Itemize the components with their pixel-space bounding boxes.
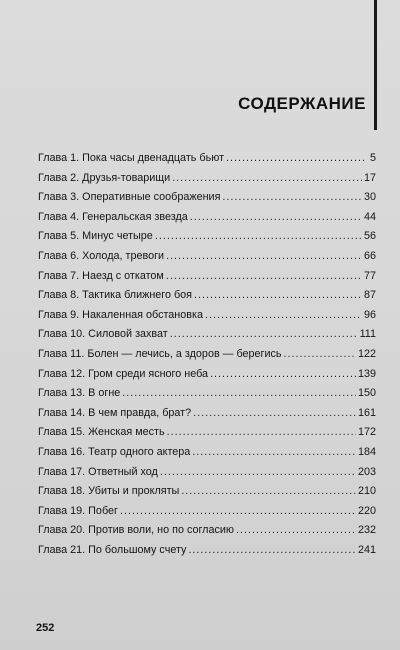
toc-leader-dots (236, 524, 356, 536)
toc-leader-dots (155, 230, 362, 242)
toc-entry-page: 56 (363, 230, 376, 243)
toc-entry-page: 203 (357, 465, 376, 478)
page-edge-bar (374, 0, 377, 130)
toc-entry-title: Глава 16. Театр одного актера (38, 445, 191, 458)
toc-entry (38, 328, 376, 348)
toc-entry-title: Глава 17. Ответный ход (38, 465, 158, 478)
toc-entry-title: Глава 19. Побег (38, 504, 118, 517)
toc-entry (38, 524, 376, 544)
toc-leader-dots (193, 407, 356, 419)
toc-entry (38, 309, 376, 329)
toc-entry (38, 211, 376, 231)
toc-leader-dots (120, 505, 356, 517)
toc-leader-dots (170, 328, 358, 340)
toc-entry (38, 191, 376, 211)
toc-entry-page: 139 (357, 367, 376, 380)
toc-entry-page: 111 (359, 328, 376, 341)
toc-entry (38, 152, 376, 172)
toc-entry-page: 66 (363, 249, 376, 262)
toc-entry-page: 30 (363, 191, 376, 204)
toc-entry-page: 5 (369, 152, 376, 164)
toc-entry-page: 210 (357, 485, 376, 498)
toc-leader-dots (205, 309, 362, 321)
toc-leader-dots (190, 211, 362, 223)
toc-entry (38, 485, 376, 505)
toc-entry (38, 289, 376, 309)
toc-entry-page: 232 (357, 524, 376, 537)
toc-leader-dots (166, 250, 362, 262)
toc-leader-dots (166, 270, 362, 282)
toc-entry-page: 96 (363, 308, 376, 321)
toc-entry-title: Глава 6. Холода, тревоги (38, 249, 165, 262)
toc-entry-title: Глава 10. Силовой захват (38, 328, 168, 341)
toc-entry-title: Глава 1. Пока часы двенадцать бьют (38, 152, 225, 164)
toc-leader-dots (222, 191, 362, 203)
toc-leader-dots (181, 485, 356, 497)
toc-entry-page: 122 (357, 347, 376, 360)
toc-leader-dots (210, 368, 356, 380)
toc-entry-title: Глава 18. Убиты и прокляты (38, 485, 180, 498)
toc-entry-title: Глава 3. Оперативные соображения (38, 191, 221, 204)
toc-entry (38, 446, 376, 466)
toc-entry-title: Глава 20. Против воли, но по согласию (38, 524, 235, 537)
toc-entry-title: Глава 12. Гром среди ясного неба (38, 367, 209, 380)
toc-leader-dots (194, 289, 362, 301)
toc-entry-title: Глава 8. Тактика ближнего боя (38, 289, 193, 302)
toc-leader-dots (284, 348, 356, 360)
toc-entry (38, 505, 376, 525)
toc-entry-title: Глава 7. Наезд с откатом (38, 269, 164, 282)
toc-entry-title: Глава 13. В огне (38, 387, 121, 400)
toc-leader-dots (192, 446, 356, 458)
toc-entry (38, 230, 376, 250)
toc-entry (38, 270, 376, 290)
table-of-contents (38, 152, 376, 563)
toc-leader-dots (226, 152, 364, 164)
toc-entry (38, 387, 376, 407)
toc-entry-page: 241 (357, 543, 376, 556)
toc-entry-page: 172 (357, 426, 376, 439)
toc-entry-title: Глава 15. Женская месть (38, 426, 165, 439)
toc-entry (38, 544, 376, 564)
toc-entry-title: Глава 2. Друзья-товарищи (38, 171, 171, 184)
toc-entry-title: Глава 11. Болен — лечись, а здоров — берегись (38, 347, 282, 360)
toc-entry-page: 87 (363, 289, 376, 302)
toc-entry (38, 407, 376, 427)
toc-leader-dots (160, 466, 356, 478)
page-title: СОДЕРЖАНИЕ (238, 94, 366, 113)
toc-entry-page: 220 (357, 504, 376, 517)
toc-entry-page: 44 (363, 210, 376, 223)
toc-entry-title: Глава 5. Минус четыре (38, 230, 153, 243)
toc-entry-title: Глава 9. Накаленная обстановка (38, 308, 203, 321)
toc-entry-page: 17 (363, 171, 376, 184)
toc-entry (38, 368, 376, 388)
toc-entry (38, 426, 376, 446)
toc-entry-title: Глава 4. Генеральская звезда (38, 210, 188, 223)
toc-entry (38, 466, 376, 486)
toc-entry-page: 161 (357, 406, 376, 419)
toc-entry-title: Глава 21. По большому счету (38, 543, 187, 556)
page-number: 252 (36, 622, 55, 634)
toc-entry-page: 150 (357, 387, 376, 400)
toc-entry (38, 250, 376, 270)
toc-leader-dots (122, 387, 356, 399)
toc-leader-dots (172, 172, 362, 184)
toc-entry-page: 77 (363, 269, 376, 282)
toc-leader-dots (167, 426, 356, 438)
toc-entry (38, 172, 376, 192)
toc-leader-dots (188, 544, 356, 556)
toc-entry-page: 184 (357, 445, 376, 458)
toc-entry-title: Глава 14. В чем правда, брат? (38, 406, 192, 419)
toc-entry (38, 348, 376, 368)
